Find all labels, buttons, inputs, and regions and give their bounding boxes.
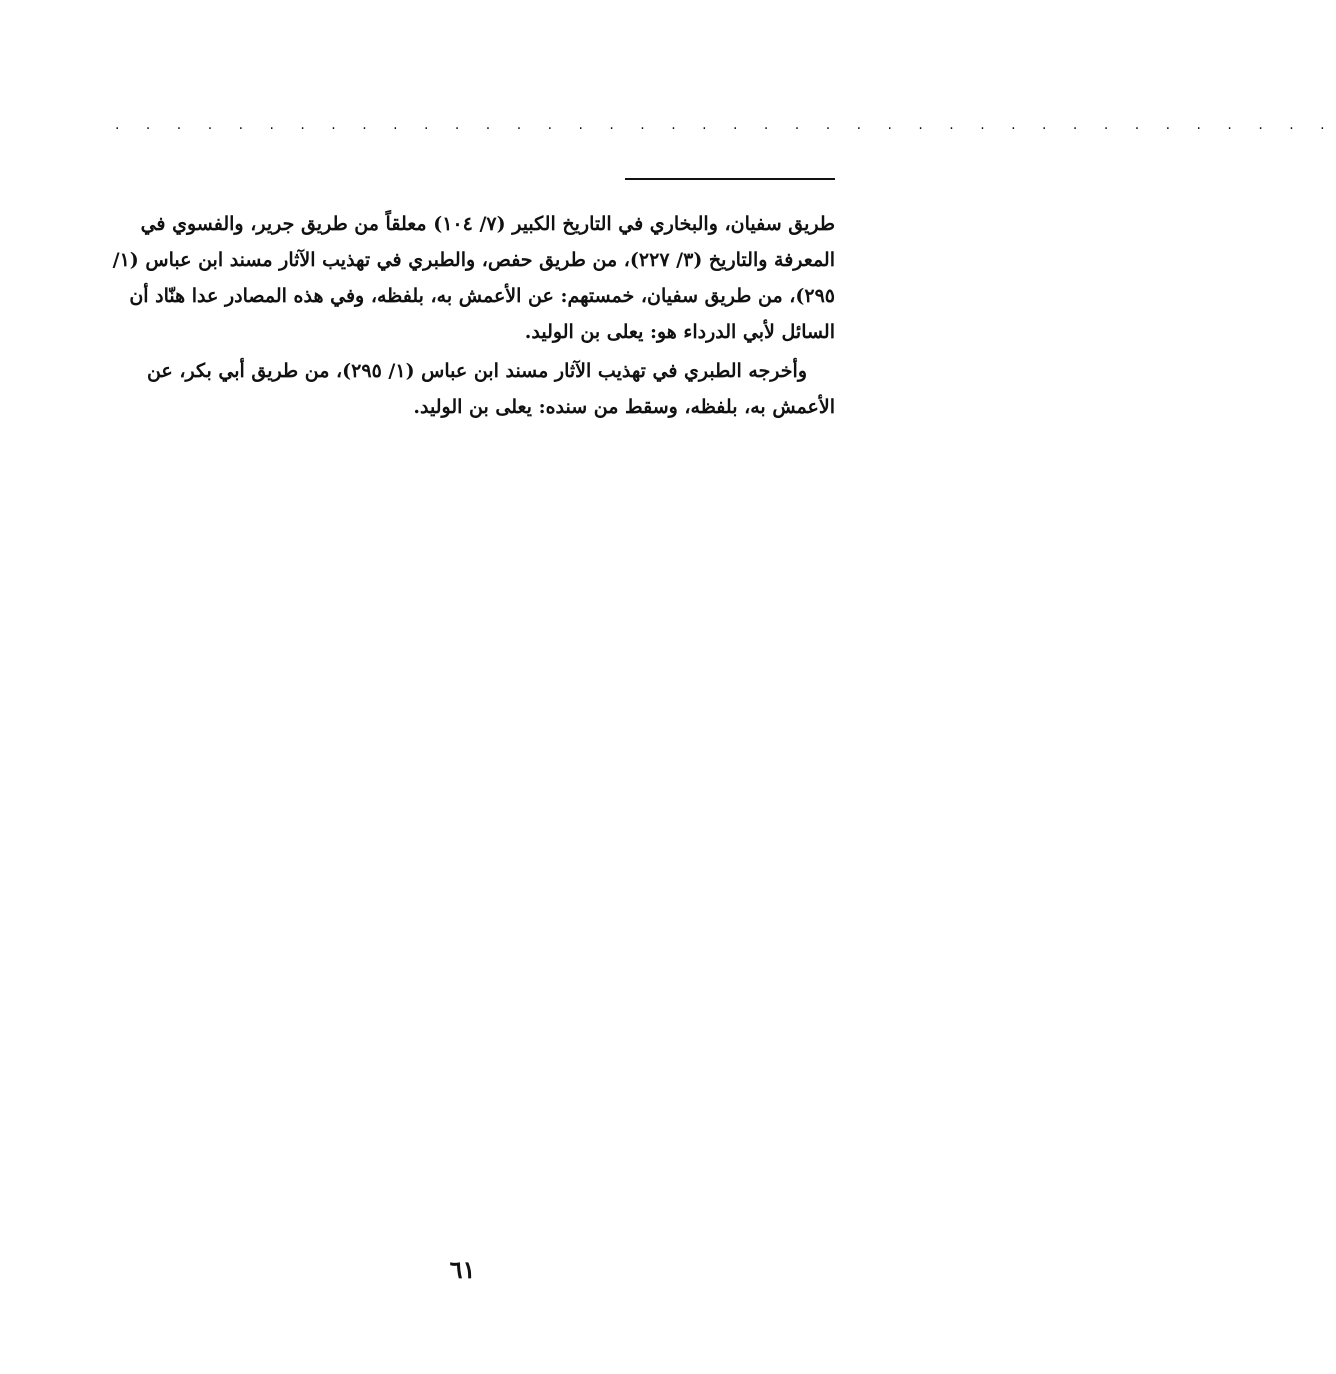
footnote-rule [625,178,835,180]
footnotes-section [105,206,835,425]
dotted-separator: · · · · · · · · · · · · · · · · · · · · · · · · · · · · · · · · · · · · · · · · [115,121,1336,137]
page-number: ٦١ [449,1255,476,1284]
footnote-paragraph-1: طريق سفيان، والبخاري في التاريخ الكبير (٧/ ١٠٤) معلقاً من طريق جرير، والفسوي في المعرفة والتاريخ (٣/ ٢٢٧)، من طريق حفص، والطبري في تهذيب الآثار مسند ابن عباس (١/ ٢٩٥)، من طريق سفيان، خمستهم: عن الأعمش به، بلفظه، وفي هذه المصادر عدا هنّاد أن السائل لأبي الدرداء هو: يعلى بن الوليد. [112,213,835,343]
footnote-paragraph-2: وأخرجه الطبري في تهذيب الآثار مسند ابن عباس (١/ ٢٩٥)، من طريق أبي بكر، عن الأعمش به، بلفظه، وسقط من سنده: يعلى بن الوليد. [146,360,835,418]
